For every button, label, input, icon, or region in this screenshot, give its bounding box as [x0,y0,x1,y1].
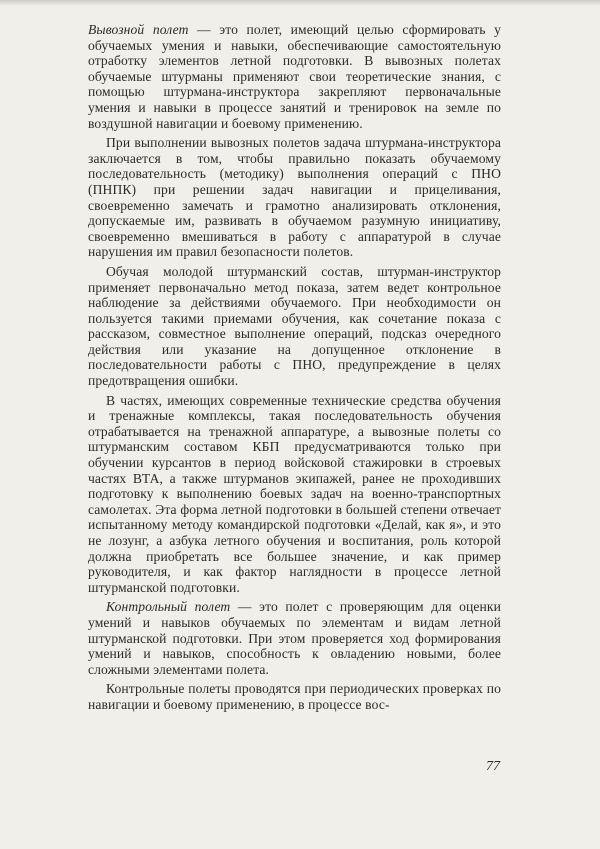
paragraph-text: Обучая молодой штурманский состав, штурман-инструктор применяет первоначально метод показа, затем ведет контрольное наблюдение за действиями обучаемого. При необходимости он пользуется такими приемами обучения, как сочетание показа с рассказом, совместное выполнение операций, подсказ очередного действия или указание на допущенное отклонение в последовательности работы с ПНО, предупреждение в целях предотвращения ошибки. [88,263,501,389]
paragraph-text: — это полет с проверяющим для оценки умений и навыков обучаемых по элементам и видам летной штурманской подготовки. При этом проверяется ход формирования умений и навыков, способность к овладению новыми, более сложными элементами полета. [88,599,501,677]
paragraph-kontrolny-polet [88,599,501,677]
paragraph-training-complexes [88,393,501,596]
paragraph-text: Контрольные полеты проводятся при периодических проверках по навигации и боевому применению, в процессе вос- [88,681,501,712]
page-number: 77 [486,759,500,774]
page-top-edge [0,0,600,6]
paragraph-text: При выполнении вывозных полетов задача штурмана-инструктора заключается в том, чтобы правильно показать обучаемому последовательность (методику) выполнения операций с ПНО (ПНПК) при решении задач навигации и прицеливания, своевременно замечать и грамотно анализировать отклонения, допускаемые им, развивать в обучаемом разумную инициативу, своевременно вмешиваться в работу с аппаратурой в случае нарушения им правил безопасности полетов. [88,135,501,260]
body-text [88,22,501,717]
paragraph-text: В частях, имеющих современные технические средства обучения и тренажные комплексы, такая последовательность обучения отрабатывается на тренажной аппаратуре, а вывозные полеты со штурманским составом КБП предусматриваются только при обучении курсантов в период войсковой стажировки в строевых частях ВТА, а также штурманов экипажей, ранее не проходивших подготовку к выполнению боевых задач на военно-транспортных самолетах. Эта форма летной подготовки в большей степени отвечает испытанному методу командирской подготовки «Делай, как я», и это не лозунг, а азбука летного обучения и воспитания, роль которой должна приобретать все большее значение, и как пример руководителя, и как фактор наглядности в процессе летной штурманской подготовки. [88,392,501,595]
paragraph-control-flights [88,681,501,712]
paragraph-text: — это полет, имеющий целью сформировать у обучаемых умения и навыки, обеспечивающие самостоятельную отработку элементов летной подготовки. В вывозных полетах обучаемые штурманы применяют свои теоретические знания, с помощью штурмана-инструктора закрепляют первоначальные умения и навыки в процессе занятий и тренировок на земле по воздушной навигации и боевому применению. [88,22,501,131]
term-vyvoznoy-polet: Вывозной полет [88,22,189,37]
paragraph-vyvoznoy-polet [88,22,501,131]
term-kontrolny-polet: Контрольный полет [106,599,231,615]
paragraph-teaching-methods [88,264,501,389]
paragraph-instructor-task [88,135,501,260]
